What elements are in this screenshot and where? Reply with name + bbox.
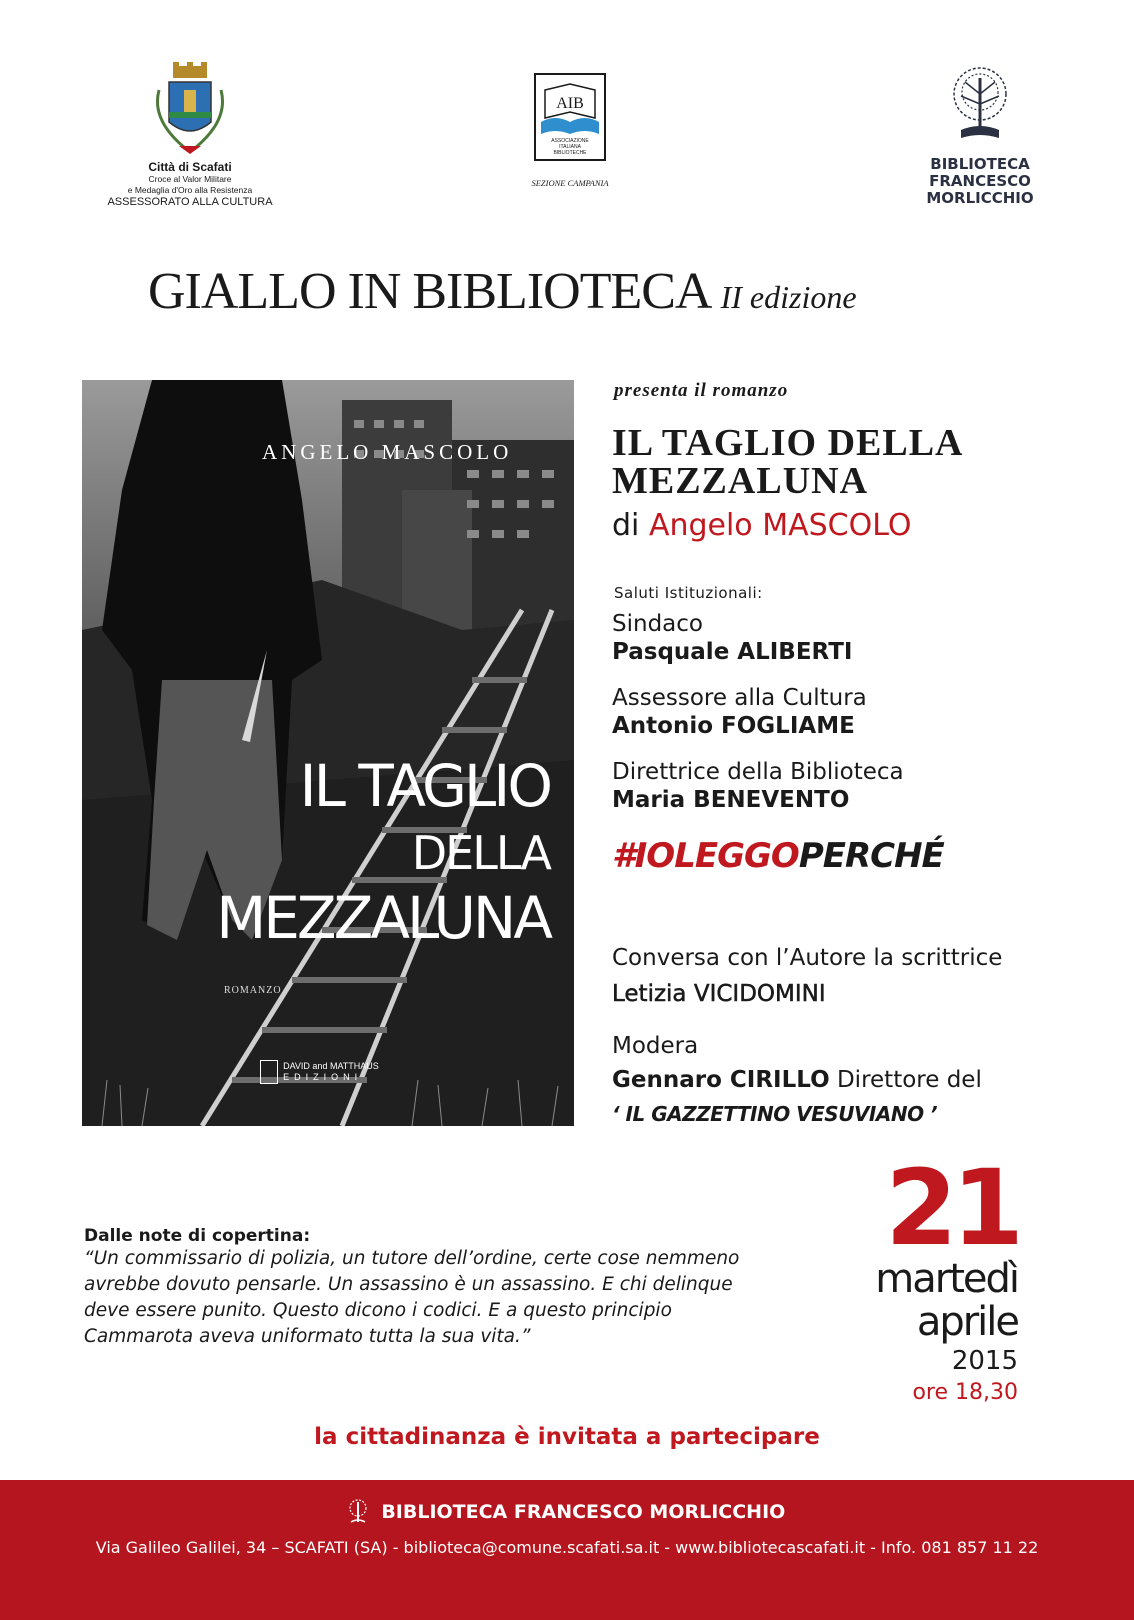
event-title-text: GIALLO IN BIBLIOTECA xyxy=(148,263,709,320)
newspaper-name: ‘ IL GAZZETTINO VESUVIANO ’ xyxy=(612,1102,938,1126)
notes-line: Cammarota aveva uniformato tutta la sua vita.” xyxy=(84,1326,531,1347)
scafati-sub1: Croce al Valor Militare xyxy=(148,174,232,184)
speaker-role: Direttrice della Biblioteca xyxy=(612,759,904,785)
svg-text:ITALIANA: ITALIANA xyxy=(559,144,581,150)
publisher-name: DAVID and MATTHAUS xyxy=(283,1061,379,1071)
hashtag-ioleggoperche xyxy=(612,836,944,876)
presenta-label: presenta il romanzo xyxy=(614,380,789,401)
author-name: Angelo MASCOLO xyxy=(648,508,912,543)
saluti-label: Saluti Istituzionali: xyxy=(614,584,763,602)
author-line xyxy=(612,508,911,543)
scafati-sub2: e Medaglia d'Oro alla Resistenza xyxy=(127,185,253,195)
notes-line: deve essere punito. Questo dicono i codici. E a questo principio xyxy=(84,1300,672,1321)
tree-book-logo-icon xyxy=(947,64,1013,144)
event-date xyxy=(778,1147,1018,1408)
modera-label: Modera xyxy=(612,1033,699,1059)
aib-section: SEZIONE CAMPANIA xyxy=(531,178,609,188)
book-title-line2: MEZZALUNA xyxy=(612,460,869,502)
date-time: ore 18,30 xyxy=(912,1380,1018,1405)
notes-line: “Un commissario di polizia, un tutore dell’ordine, certe cose nemmeno xyxy=(84,1248,740,1269)
scafati-name: Città di Scafati xyxy=(148,160,232,174)
date-month: aprile xyxy=(916,1299,1018,1345)
modera-role: Direttore del xyxy=(836,1067,982,1093)
tree-logo-icon xyxy=(349,1498,367,1526)
scafati-logo-block xyxy=(70,60,310,208)
hashtag-part1: #IO xyxy=(612,836,675,876)
cover-notes xyxy=(84,1226,804,1350)
date-day: 21 xyxy=(885,1147,1018,1269)
aib-book-logo-icon xyxy=(533,72,607,162)
publisher-edizioni: EDIZIONI xyxy=(283,1072,363,1082)
cover-publisher xyxy=(260,1060,379,1084)
date-weekday: martedì xyxy=(875,1256,1018,1302)
svg-text:AIB: AIB xyxy=(556,95,584,112)
book-title-line1: IL TAGLIO DELLA xyxy=(612,422,964,464)
author-prefix: di xyxy=(612,508,640,543)
notes-heading: Dalle note di copertina: xyxy=(84,1226,311,1246)
date-year: 2015 xyxy=(951,1346,1018,1376)
invite-text: la cittadinanza è invitata a partecipare xyxy=(314,1424,820,1450)
conversa-label: Conversa con l’Autore la scrittrice xyxy=(612,945,1003,971)
cover-title-line1: IL TAGLIO xyxy=(299,752,550,820)
scafati-coat-of-arms-icon xyxy=(145,60,235,160)
speaker-name: Maria BENEVENTO xyxy=(612,787,850,813)
speaker-name: Antonio FOGLIAME xyxy=(612,713,855,739)
speaker-1 xyxy=(612,610,852,666)
speaker-2 xyxy=(612,684,867,740)
morlicchio-line2: FRANCESCO xyxy=(929,172,1031,190)
speaker-role: Assessore alla Cultura xyxy=(612,685,867,711)
conversa-name: Letizia VICIDOMINI xyxy=(612,981,826,1007)
hashtag-part2: LEGGO xyxy=(674,836,799,876)
scafati-assessorato: ASSESSORATO ALLA CULTURA xyxy=(107,196,273,208)
cover-title-line2: DELLA xyxy=(411,826,550,880)
cover-author: ANGELO MASCOLO xyxy=(262,440,513,464)
svg-text:BIBLIOTECHE: BIBLIOTECHE xyxy=(553,150,587,156)
modera-name: Gennaro CIRILLO xyxy=(612,1067,830,1093)
svg-text:ASSOCIAZIONE: ASSOCIAZIONE xyxy=(551,138,589,144)
cover-title-line3: MEZZALUNA xyxy=(216,884,550,952)
morlicchio-logo-block xyxy=(910,64,1050,207)
event-edition: II edizione xyxy=(720,279,857,315)
notes-line: avrebbe dovuto pensarle. Un assassino è un assassino. E chi delinque xyxy=(84,1274,733,1295)
book-cover-image xyxy=(82,380,574,1126)
cover-genre: ROMANZO xyxy=(224,985,282,996)
speaker-3 xyxy=(612,758,904,814)
footer-address: Via Galileo Galilei, 34 – SCAFATI (SA) - biblioteca@comune.scafati.sa.it - www.bibliotecascafati.it - Info. 081 857 11 22 xyxy=(95,1538,1039,1557)
event-title xyxy=(148,262,857,321)
speaker-name: Pasquale ALIBERTI xyxy=(612,639,853,665)
footer-bar xyxy=(0,1480,1134,1620)
speaker-role: Sindaco xyxy=(612,611,703,637)
publisher-logo-icon xyxy=(260,1060,278,1084)
footer-name-line xyxy=(0,1498,1134,1526)
modera-line xyxy=(612,1066,982,1094)
aib-logo-block xyxy=(500,72,640,188)
morlicchio-line1: BIBLIOTECA xyxy=(930,155,1030,173)
morlicchio-line3: MORLICCHIO xyxy=(926,189,1034,207)
footer-name: BIBLIOTECA FRANCESCO MORLICCHIO xyxy=(381,1501,786,1523)
hashtag-part3: PERCHÉ xyxy=(798,836,944,876)
